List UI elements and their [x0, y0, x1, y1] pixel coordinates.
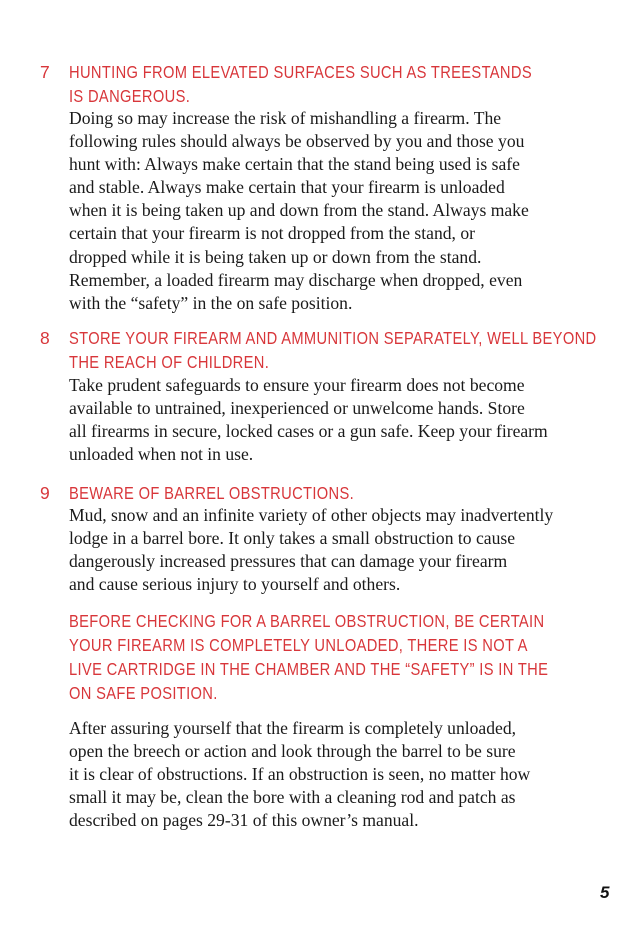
warning-line: YOUR FIREARM IS COMPLETELY UNLOADED, THERE IS NOT A: [69, 635, 528, 655]
body-line: following rules should always be observed by you and those you: [69, 131, 525, 152]
body-line: Doing so may increase the risk of mishandling a firearm. The: [69, 108, 502, 128]
closing-paragraph: [69, 717, 609, 832]
body-line: lodge in a barrel bore. It only takes a small obstruction to cause: [69, 528, 516, 549]
rule-heading-line: IS DANGEROUS.: [69, 86, 191, 106]
body-line: and stable. Always make certain that your firearm is unloaded: [69, 177, 505, 198]
body-line: dropped while it is being taken up or down from the stand.: [69, 246, 482, 267]
rule-heading: [69, 326, 597, 374]
rule-body: [69, 374, 609, 466]
rule-heading-line: BEWARE OF BARREL OBSTRUCTIONS.: [69, 483, 355, 503]
body-line: all firearms in secure, locked cases or a gun safe. Keep your firearm: [69, 421, 548, 442]
rule-body: [69, 504, 609, 596]
body-line: available to untrained, inexperienced or unwelcome hands. Store: [69, 398, 525, 419]
rule-heading: [69, 481, 523, 505]
body-line: with the “safety” in the on safe position.: [69, 292, 353, 313]
body-line: After assuring yourself that the firearm is completely unloaded,: [69, 718, 517, 738]
body-line: Remember, a loaded firearm may discharge when dropped, even: [69, 269, 523, 290]
warning-line: LIVE CARTRIDGE IN THE CHAMBER AND THE “SAFETY” IS IN THE: [69, 659, 549, 679]
body-line: hunt with: Always make certain that the stand being used is safe: [69, 154, 520, 175]
warning-line: BEFORE CHECKING FOR A BARREL OBSTRUCTION, BE CERTAIN: [69, 611, 545, 631]
warning-line: ON SAFE POSITION.: [69, 683, 218, 703]
body-line: dangerously increased pressures that can damage your firearm: [69, 551, 508, 572]
body-line: Take prudent safeguards to ensure your firearm does not become: [69, 375, 525, 395]
rule-heading: [69, 60, 532, 108]
body-line: when it is being taken up and down from the stand. Always make: [69, 200, 529, 221]
page-number: 5: [600, 883, 610, 902]
body-line: open the breech or action and look through the barrel to be sure: [69, 741, 516, 762]
body-line: it is clear of obstructions. If an obstruction is seen, no matter how: [69, 764, 531, 785]
rule-number: 8: [40, 328, 51, 348]
rule-body: [69, 107, 609, 315]
body-line: certain that your firearm is not dropped from the stand, or: [69, 223, 475, 244]
rule-heading-line: THE REACH OF CHILDREN.: [69, 352, 270, 372]
body-line: small it may be, clean the bore with a cleaning rod and patch as: [69, 787, 516, 808]
body-line: Mud, snow and an infinite variety of other objects may inadvertently: [69, 505, 554, 525]
body-line: described on pages 29-31 of this owner’s manual.: [69, 810, 419, 831]
body-line: and cause serious injury to yourself and others.: [69, 574, 401, 595]
rule-number: 9: [40, 483, 51, 503]
rule-heading-line: HUNTING FROM ELEVATED SURFACES SUCH AS TREESTANDS: [69, 62, 532, 82]
body-line: unloaded when not in use.: [69, 444, 254, 465]
rule-heading-line: STORE YOUR FIREARM AND AMMUNITION SEPARATELY, WELL BEYOND: [69, 328, 597, 348]
barrel-warning: [69, 609, 549, 705]
rule-number: 7: [40, 62, 51, 82]
